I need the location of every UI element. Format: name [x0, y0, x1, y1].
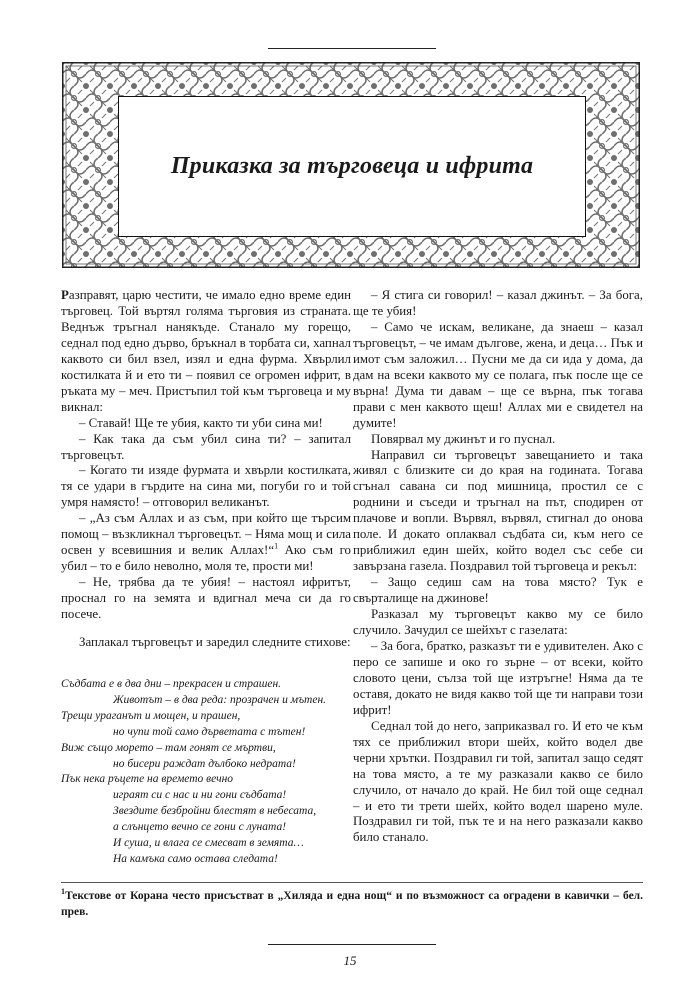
paragraph: – Как така да съм убил сина ти? – запитал търговецът.	[61, 431, 351, 462]
paragraph	[61, 288, 351, 416]
footnote	[61, 888, 643, 920]
paragraph: Повярвал му джинът и го пуснал.	[371, 431, 556, 446]
poem-line: но бисери раждат дълбоко недрата!	[113, 757, 296, 770]
paragraph: Заплакал търговецът и заредил следните стихове:	[79, 635, 351, 650]
paragraph: – Не, трябва да те убия! – настоял ифритът, проснал го на земята и вдигнал меча си да го посече.	[61, 575, 351, 622]
poem-line: На камъка само оставa следата!	[113, 852, 278, 865]
poem-line: И суша, и влага се смесват в земята…	[113, 837, 304, 850]
footnote-ref: 1	[274, 541, 279, 551]
paragraph-text: – „Аз съм Аллах и аз съм, при който ще търсим помощ – възкликнал търговецът. – Няма мощ и сила освен у всевишния и велик Аллах!“	[61, 511, 351, 558]
paragraph: – Само че искам, великане, да знаеш – казал търговецът, – че имам дългове, жена, и деца… Пък и имот съм заложил… Пусни ме да си ида у дома, да дам на всеки каквото му се полага, пък после ще се върна! Дума ти давам – ще се върна, пък тогава прави с мен каквото щеш! Аллах ми е свидетел на думите!	[353, 319, 643, 430]
paragraph-text: Ако съм го убил – то е било неволно, моля те, прости ми!	[61, 543, 351, 574]
poem-line: а слънцето вечно се гони с луната!	[113, 821, 287, 834]
page-title: Приказка за търговеца и ифрита	[170, 153, 534, 179]
left-column	[61, 288, 351, 868]
paragraph: Седнал той до него, заприказвал го. И ето че към тях се приближил втори шейх, който водел две черни хрътки. Поздравил ги той, запитал защо седят на това място, а те му разказали какво се било случило, от начало до край. Не бил той още седнал – и ето ти трети шейх, който водел шарено муле. Поздравил ги той, пък те и на него разказали какво било станало.	[353, 718, 643, 845]
poem-line: Виж също морето – там гонят се мъртви,	[61, 741, 276, 754]
footnote-marker: 1	[61, 887, 65, 897]
paragraph: Разказал му търговецът какво му се било случило. Зачудил се шейхът с газелата:	[353, 607, 643, 638]
poem-line: Пък нека ръцете на времето вечно	[61, 773, 234, 786]
poem-line: Трещи ураганът и мощен, и прашен,	[61, 709, 241, 722]
page-number: 15	[343, 953, 357, 968]
poem-line: Животът – в два реда: прозрачен и мътен.	[113, 693, 327, 706]
footnote-rule	[61, 882, 643, 883]
poem	[61, 677, 351, 868]
paragraph: – За бога, братко, разказът ти е удивителен. Ако с перо се запише и око го зърне – от всеки, който словото цени, сълза той ще изтръгне! Няма да те оставя, докато не видя какво той ще ти направи този ифрит!	[353, 638, 643, 717]
paragraph	[61, 511, 351, 575]
poem-line: играят си с нас и ни гони съдбата!	[113, 789, 287, 802]
paragraph-text: азправят, царю честити, че имало едно време един търговец. Той въртял голяма търговия из страната. Веднъж тръгнал нанякъде. Станало му горещо, седнал под едно дърво, бръкнал в торбата си, хапнал каквото си бил взел, изял и една фурма. Хвърлил костилката й и ето ти – появил се огромен ифрит, в ръката му – меч. Пристъпил той към търговеца и му викнал:	[61, 288, 351, 414]
paragraph: – Когато ти изяде фурмата и хвърли костилката, тя се удари в гърдите на сина ми, погуби го и той умря намясто! – отговорил великанът.	[61, 463, 351, 510]
paragraph: – Я стига си говорил! – казал джинът. – За бога, ще те убия!	[353, 288, 643, 318]
poem-line: Звездите безбройни блестят в небесата,	[113, 805, 317, 818]
paragraph: Направил си търговецът завещанието и така живял с близките си до края на годината. Тогава сгънал савана си под мишница, простил се с роднини и съседи и тръгнал на път, сподирен от плачове и вопли. Вървял, вървял, стигнал до онова поле. И докато оплаквал съдбата си, към него се приближил един шейх, който водел със себе си завързана газела. Поздравил той търговеца и рекъл:	[353, 447, 643, 574]
bottom-rule	[268, 944, 436, 945]
title-box	[118, 96, 586, 237]
drop-cap: Р	[61, 288, 69, 302]
paragraph: – Ставай! Ще те убия, както ти уби сина ми!	[79, 415, 323, 430]
poem-line: но чупи той само дърветата с тътен!	[113, 725, 306, 738]
paragraph: – Защо седиш сам на това място? Тук е свърталище на джинове!	[353, 575, 643, 606]
footnote-text: Текстове от Корана често присъстват в „Хиляда и една нощ“ и по възможност са оградени в кавички – бел. прев.	[61, 890, 643, 918]
poem-line: Съдбата е в два дни – прекрасен и страшен.	[61, 677, 282, 690]
top-rule	[268, 48, 436, 49]
right-column	[353, 288, 643, 846]
